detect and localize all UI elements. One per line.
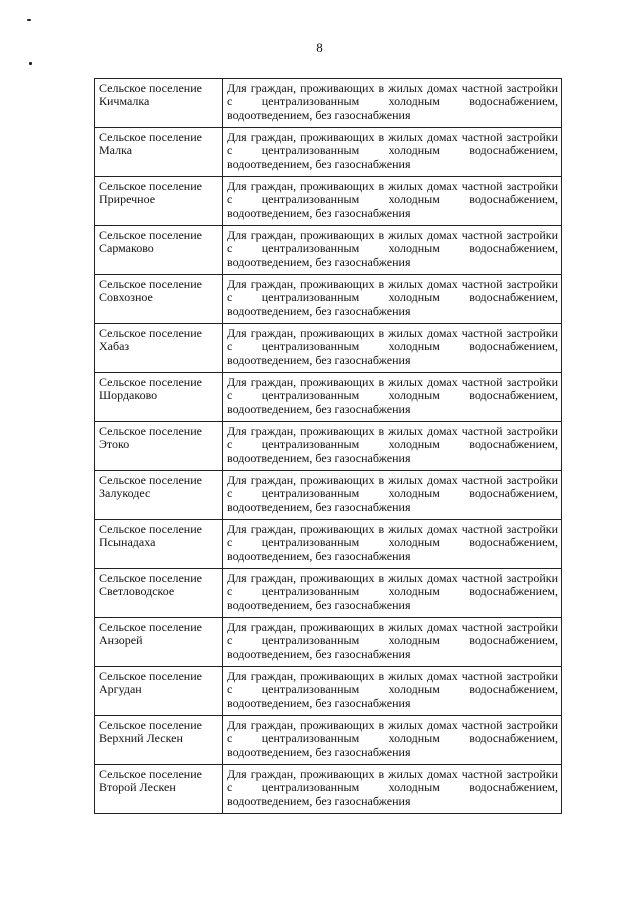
settlement-type-label: Сельское поселение [99,130,202,144]
consumer-category-cell: Для граждан, проживающих в жилых домах частной застройки с централизованным холодным водоснабжением, водоотведением, без газоснабжения [223,618,562,667]
settlement-name: Совхозное [99,290,153,305]
table-row [95,275,562,324]
table-row [95,324,562,373]
settlement-name: Аргудан [99,682,142,697]
settlement-name: Хабаз [99,339,130,354]
settlement-type-label: Сельское поселение [99,375,202,389]
table-row [95,667,562,716]
settlement-name: Кичмалка [99,94,150,109]
settlement-cell [95,422,223,471]
settlement-cell [95,324,223,373]
consumer-category-cell: Для граждан, проживающих в жилых домах частной застройки с централизованным холодным водоснабжением, водоотведением, без газоснабжения [223,520,562,569]
settlement-type-label: Сельское поселение [99,179,202,193]
settlement-cell [95,471,223,520]
settlement-cell [95,373,223,422]
scan-mark-top [27,19,31,21]
table-row [95,177,562,226]
consumer-category-cell: Для граждан, проживающих в жилых домах частной застройки с централизованным холодным водоснабжением, водоотведением, без газоснабжения [223,128,562,177]
settlement-name: Сармаково [99,241,154,256]
settlement-type-label: Сельское поселение [99,424,202,438]
page-number: 8 [316,40,323,55]
settlement-cell [95,79,223,128]
settlement-type-label: Сельское поселение [99,326,202,340]
settlement-type-label: Сельское поселение [99,669,202,683]
table-row [95,128,562,177]
settlements-table-body [95,79,562,814]
settlement-type-label: Сельское поселение [99,473,202,487]
consumer-category-cell: Для граждан, проживающих в жилых домах частной застройки с централизованным холодным водоснабжением, водоотведением, без газоснабжения [223,275,562,324]
settlement-type-label: Сельское поселение [99,718,202,732]
consumer-category-cell: Для граждан, проживающих в жилых домах частной застройки с централизованным холодным водоснабжением, водоотведением, без газоснабжения [223,716,562,765]
consumer-category-cell: Для граждан, проживающих в жилых домах частной застройки с централизованным холодным водоснабжением, водоотведением, без газоснабжения [223,324,562,373]
table-row [95,569,562,618]
table-row [95,79,562,128]
settlement-cell [95,667,223,716]
consumer-category-cell: Для граждан, проживающих в жилых домах частной застройки с централизованным холодным водоснабжением, водоотведением, без газоснабжения [223,667,562,716]
consumer-category-cell: Для граждан, проживающих в жилых домах частной застройки с централизованным холодным водоснабжением, водоотведением, без газоснабжения [223,79,562,128]
table-row [95,373,562,422]
settlements-table [94,78,562,814]
settlement-cell [95,226,223,275]
settlement-cell [95,128,223,177]
settlement-name: Залукодес [99,486,151,501]
table-row [95,618,562,667]
consumer-category-cell: Для граждан, проживающих в жилых домах частной застройки с централизованным холодным водоснабжением, водоотведением, без газоснабжения [223,373,562,422]
settlement-cell [95,275,223,324]
settlement-type-label: Сельское поселение [99,81,202,95]
settlement-name: Анзорей [99,633,143,648]
settlement-name: Малка [99,143,133,158]
consumer-category-cell: Для граждан, проживающих в жилых домах частной застройки с централизованным холодным водоснабжением, водоотведением, без газоснабжения [223,177,562,226]
settlement-cell [95,569,223,618]
settlement-type-label: Сельское поселение [99,522,202,536]
settlement-name: Второй Лескен [99,780,176,795]
table-row [95,422,562,471]
consumer-category-cell: Для граждан, проживающих в жилых домах частной застройки с централизованным холодным водоснабжением, водоотведением, без газоснабжения [223,765,562,814]
settlement-cell [95,716,223,765]
table-row [95,520,562,569]
table-row [95,226,562,275]
settlement-name: Светловодское [99,584,175,599]
settlement-type-label: Сельское поселение [99,620,202,634]
settlement-cell [95,765,223,814]
consumer-category-cell: Для граждан, проживающих в жилых домах частной застройки с централизованным холодным водоснабжением, водоотведением, без газоснабжения [223,422,562,471]
scan-mark-bottom [29,62,32,65]
settlement-type-label: Сельское поселение [99,571,202,585]
table-row [95,765,562,814]
settlement-type-label: Сельское поселение [99,228,202,242]
settlement-name: Псынадаха [99,535,156,550]
table-row [95,716,562,765]
settlement-name: Приречное [99,192,156,207]
settlement-type-label: Сельское поселение [99,277,202,291]
consumer-category-cell: Для граждан, проживающих в жилых домах частной застройки с централизованным холодным водоснабжением, водоотведением, без газоснабжения [223,226,562,275]
table-row [95,471,562,520]
settlement-name: Шордаково [99,388,158,403]
consumer-category-cell: Для граждан, проживающих в жилых домах частной застройки с централизованным холодным водоснабжением, водоотведением, без газоснабжения [223,471,562,520]
settlement-cell [95,177,223,226]
settlement-name: Этоко [99,437,130,452]
settlement-name: Верхний Лескен [99,731,183,746]
settlement-cell [95,520,223,569]
settlement-cell [95,618,223,667]
settlement-type-label: Сельское поселение [99,767,202,781]
consumer-category-cell: Для граждан, проживающих в жилых домах частной застройки с централизованным холодным водоснабжением, водоотведением, без газоснабжения [223,569,562,618]
